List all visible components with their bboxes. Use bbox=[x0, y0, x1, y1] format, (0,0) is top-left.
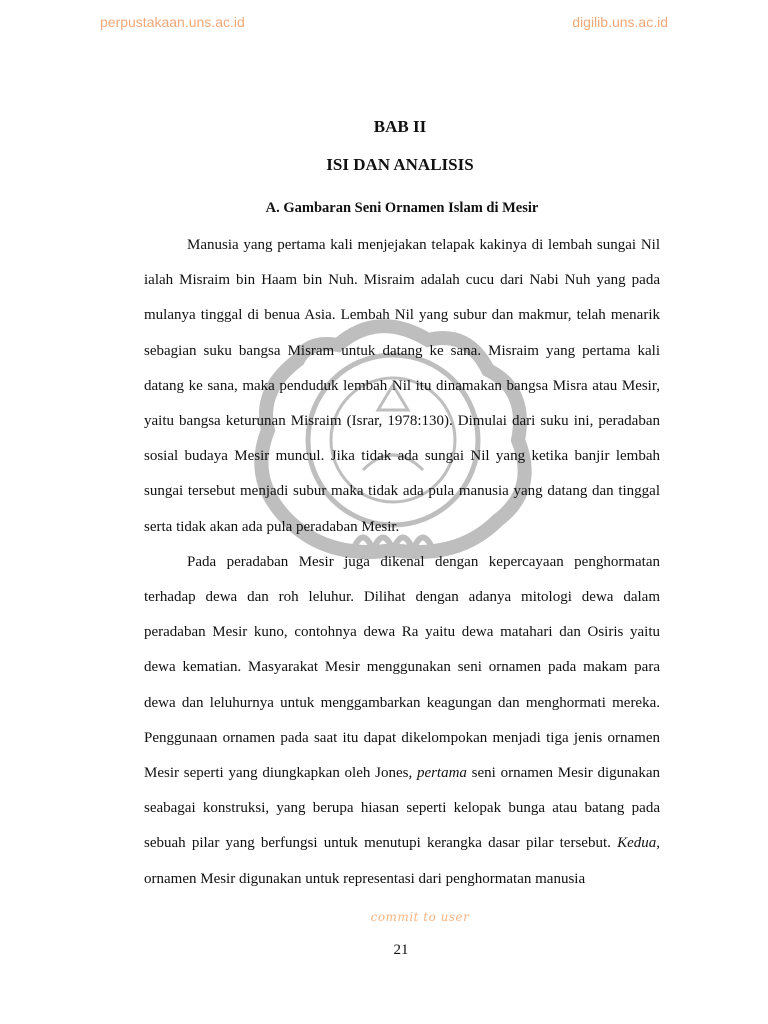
paragraph-2-italic-kedua: Kedua, bbox=[617, 835, 660, 852]
header-right-url: digilib.uns.ac.id bbox=[572, 14, 668, 30]
header-left-url: perpustakaan.uns.ac.id bbox=[100, 14, 245, 30]
chapter-title: BAB II bbox=[373, 117, 427, 136]
paragraph-2-italic-pertama: pertama bbox=[416, 765, 467, 782]
chapter-titles bbox=[0, 108, 768, 184]
page-number: 21 bbox=[393, 942, 409, 958]
chapter-subtitle: ISI DAN ANALISIS bbox=[326, 155, 474, 174]
body-text bbox=[144, 228, 660, 897]
paragraph-2-part-1: Pada peradaban Mesir juga dikenal dengan kepercayaan penghormatan terhadap dewa dan roh leluhur. Dilihat dengan adanya mitologi dewa dalam peradaban Mesir kuno, contohnya dewa Ra yaitu dewa matahari dan Osiris yaitu dewa kematian. Masyarakat Mesir menggunakan seni ornamen pada makam para dewa dan leluhurnya untuk menggambarkan keagungan dan menghormati mereka. Penggunaan ornamen pada saat itu dapat dikelompokan menjadi tiga jenis ornamen Mesir seperti yang diungkapkan oleh Jones, bbox=[144, 553, 660, 782]
section-heading: A. Gambaran Seni Ornamen Islam di Mesir bbox=[265, 200, 539, 216]
commit-to-user-footer: commit to user bbox=[370, 910, 470, 924]
paragraph-2 bbox=[144, 545, 660, 897]
paragraph-2-part-3: ornamen Mesir digunakan untuk representasi dari penghormatan manusia bbox=[144, 870, 586, 887]
paragraph-1: Manusia yang pertama kali menjejakan telapak kakinya di lembah sungai Nil ialah Misraim bin Haam bin Nuh. Misraim adalah cucu dari Nabi Nuh yang pada mulanya tinggal di benua Asia. Lembah Nil yang subur dan makmur, telah menarik sebagian suku bangsa Misram untuk datang ke sana. Misraim yang pertama kali datang ke sana, maka penduduk lembah Nil itu dinamakan bangsa Misra atau Mesir, yaitu bangsa keturunan Misraim (Israr, 1978:130). Dimulai dari suku ini, peradaban sosial budaya Mesir muncul. Jika tidak ada sungai Nil yang ketika banjir lembah sungai tersebut menjadi subur maka tidak ada pula manusia yang datang dan tinggal serta tidak akan ada pula peradaban Mesir. bbox=[144, 237, 660, 535]
paragraph-2-part-2: seni ornamen Mesir digunakan seabagai konstruksi, yang berupa hiasan seperti kelopak bunga atau batang pada sebuah pilar yang berfungsi untuk menutupi kerangka dasar pilar tersebut. bbox=[144, 765, 660, 852]
